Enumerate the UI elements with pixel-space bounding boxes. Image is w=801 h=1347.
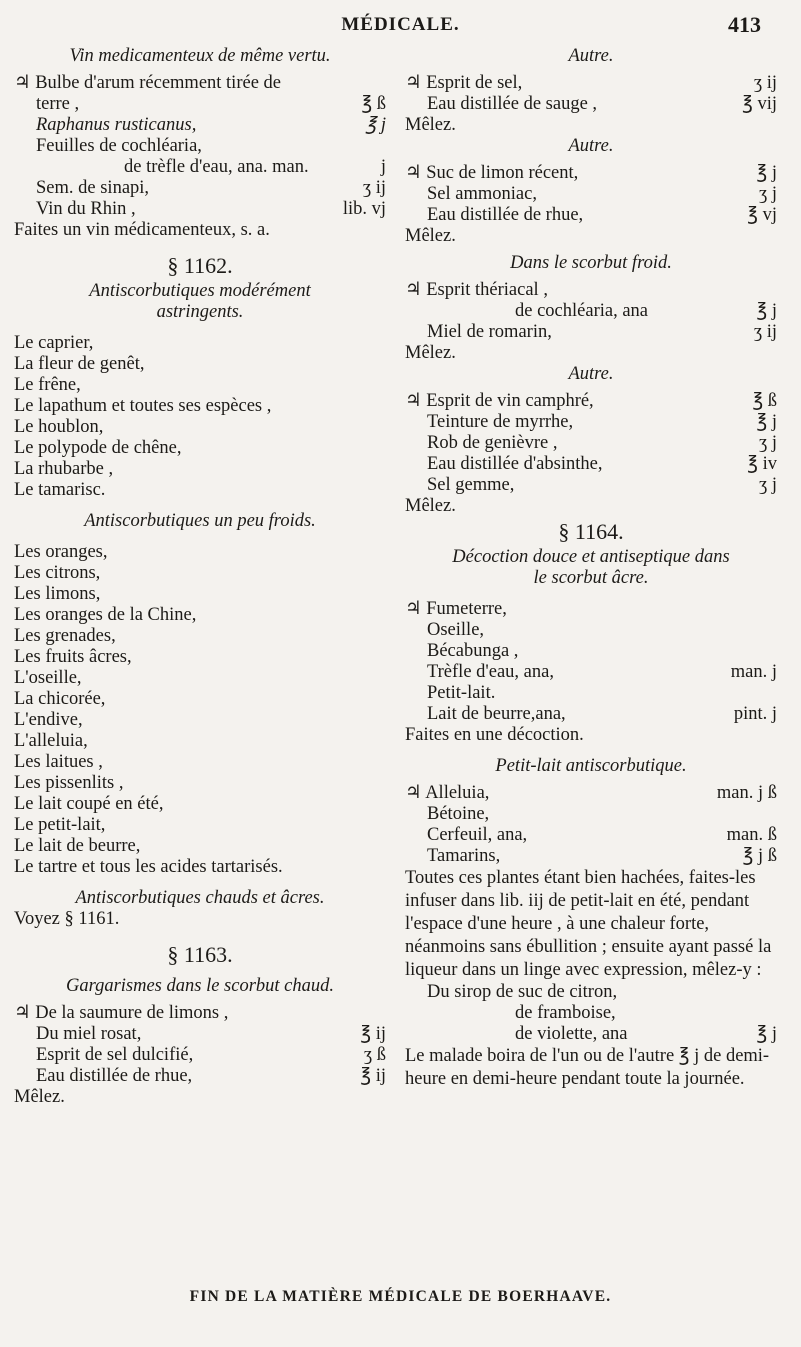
line-text: Les oranges,: [14, 542, 108, 562]
line-text: Le polypode de chêne,: [14, 438, 182, 458]
left-line: [14, 857, 386, 878]
dose-quantity: ʒ j: [759, 475, 777, 495]
left-line: [14, 333, 386, 354]
right-line: [405, 1045, 777, 1091]
left-line: [14, 480, 386, 501]
right-line: [405, 475, 777, 496]
line-text: Le lait de beurre,: [14, 836, 141, 856]
line-text: Le houblon,: [14, 417, 104, 437]
line-text: ♃ Esprit de vin camphré,: [405, 391, 594, 411]
left-line: [14, 396, 386, 417]
line-text: Esprit de sel dulcifié,: [36, 1045, 194, 1065]
line-text: § 1164.: [558, 519, 624, 544]
footer-note: FIN DE LA MATIÈRE MÉDICALE DE BOERHAAVE.: [189, 1288, 612, 1305]
dose-quantity: man. ß: [726, 825, 777, 845]
page-number: 413: [728, 12, 761, 37]
spacer: [14, 878, 386, 888]
line-text: Faites en une décoction.: [405, 725, 584, 745]
right-line: [405, 846, 777, 867]
left-line: [14, 1087, 386, 1108]
line-text: L'endive,: [14, 710, 83, 730]
line-text: Trèfle d'eau, ana,: [427, 662, 554, 682]
left-line: [14, 605, 386, 626]
line-text: Les grenades,: [14, 626, 116, 646]
right-line: [405, 205, 777, 226]
right-line: [405, 343, 777, 364]
line-text: ♃ De la saumure de limons ,: [14, 1003, 229, 1023]
line-text: Feuilles de cochléaria,: [36, 136, 202, 156]
right-line: [405, 1024, 777, 1045]
right-line: [405, 433, 777, 454]
line-text: Miel de romarin,: [427, 322, 552, 342]
right-line: [405, 322, 777, 343]
line-text: Eau distillée de rhue,: [427, 205, 584, 225]
left-line: [14, 94, 386, 115]
line-text: Toutes ces plantes étant bien hachées, faites-les infuser dans lib. iij de petit-lait en été, pendant l'espace d'une heure , à une chaleur forte, néanmoins sans ébullition ; ensuite ayant passé la liqueur dans un linge avec expression, mêlez-y :: [405, 868, 772, 980]
line-text: de cochléaria, ana: [515, 301, 649, 321]
dose-quantity: man. j ß: [716, 783, 777, 803]
left-line: [14, 752, 386, 773]
left-line: [14, 302, 386, 323]
left-line: [14, 584, 386, 605]
line-text: Le tamarisc.: [14, 480, 106, 500]
dose-quantity: ℥ j: [756, 163, 777, 183]
dose-quantity: ℥ j: [756, 1024, 777, 1044]
line-text: Les fruits âcres,: [14, 647, 132, 667]
left-line: [14, 909, 386, 930]
line-text: Petit-lait.: [427, 683, 496, 703]
line-text: Eau distillée de sauge ,: [427, 94, 598, 114]
line-text: ♃ Esprit thériacal ,: [405, 280, 548, 300]
line-text: Le lapathum et toutes ses espèces ,: [14, 396, 272, 416]
line-text: Eau distillée de rhue,: [36, 1066, 193, 1086]
dose-quantity: ℥ j: [756, 301, 777, 321]
right-line: [405, 391, 777, 412]
left-line: [14, 710, 386, 731]
line-text: Du miel rosat,: [36, 1024, 142, 1044]
left-line: [14, 375, 386, 396]
line-text: ♃ Fumeterre,: [405, 599, 507, 619]
spacer: [14, 501, 386, 511]
line-text: Voyez § 1161.: [14, 909, 120, 929]
left-line: [14, 459, 386, 480]
right-line: [405, 683, 777, 704]
left-line: [14, 940, 386, 970]
line-text: Le caprier,: [14, 333, 94, 353]
right-line: [405, 301, 777, 322]
right-line: [405, 568, 777, 589]
left-column: [14, 46, 386, 1108]
left-line: [14, 46, 386, 67]
spacer: [14, 323, 386, 333]
left-line: [14, 178, 386, 199]
line-text: Faites un vin médicamenteux, s. a.: [14, 220, 270, 240]
dose-quantity: ℥ j: [365, 115, 386, 135]
right-line: [405, 725, 777, 746]
line-text: Vin medicamenteux de même vertu.: [69, 46, 331, 66]
line-text: Mêlez.: [405, 496, 456, 516]
left-line: [14, 1045, 386, 1066]
dose-quantity: ℥ ij: [360, 1066, 386, 1086]
left-line: [14, 626, 386, 647]
line-text: Oseille,: [427, 620, 485, 640]
left-line: [14, 888, 386, 909]
line-text: Cerfeuil, ana,: [427, 825, 528, 845]
right-line: [405, 136, 777, 157]
line-text: Antiscorbutiques un peu froids.: [84, 511, 316, 531]
line-text: Le petit-lait,: [14, 815, 106, 835]
left-line: [14, 354, 386, 375]
line-text: Antiscorbutiques modérément: [89, 281, 311, 301]
line-text: ♃ Alleluia,: [405, 783, 490, 803]
line-text: Gargarismes dans le scorbut chaud.: [65, 976, 335, 996]
right-line: [405, 412, 777, 433]
line-text: Du sirop de suc de citron,: [427, 982, 618, 1002]
line-text: Bécabunga ,: [427, 641, 519, 661]
line-text: de trèfle d'eau, ana. man.: [124, 157, 309, 177]
left-line: [14, 794, 386, 815]
right-line: [405, 115, 777, 136]
dose-quantity: ℥ ß: [361, 94, 386, 114]
left-line: [14, 542, 386, 563]
dose-quantity: ʒ j: [759, 433, 777, 453]
spacer: [14, 241, 386, 251]
dose-quantity: ℥ j: [756, 412, 777, 432]
right-line: [405, 756, 777, 777]
line-text: La fleur de genêt,: [14, 354, 145, 374]
left-line: [14, 976, 386, 997]
line-text: § 1163.: [167, 942, 233, 967]
line-text: La rhubarbe ,: [14, 459, 114, 479]
dose-quantity: ℥ j ß: [742, 846, 777, 866]
page-header: [0, 12, 801, 42]
line-text: Autre.: [568, 136, 614, 156]
line-text: Eau distillée d'absinthe,: [427, 454, 603, 474]
right-line: [405, 253, 777, 274]
line-text: Mêlez.: [14, 1087, 65, 1107]
spacer: [14, 532, 386, 542]
dose-quantity: ʒ ij: [753, 73, 777, 93]
line-text: Raphanus rusticanus,: [36, 115, 197, 135]
running-title: MÉDICALE.: [341, 14, 460, 35]
line-text: Les pissenlits ,: [14, 773, 124, 793]
right-line: [405, 599, 777, 620]
line-text: Tamarins,: [427, 846, 501, 866]
dose-quantity: ʒ j: [759, 184, 777, 204]
dose-quantity: j: [380, 157, 386, 177]
dose-quantity: man. j: [730, 662, 777, 682]
left-line: [14, 815, 386, 836]
line-text: Les laitues ,: [14, 752, 103, 772]
right-line: [405, 364, 777, 385]
line-text: terre ,: [36, 94, 80, 114]
line-text: le scorbut âcre.: [533, 568, 649, 588]
right-line: [405, 163, 777, 184]
left-line: [14, 157, 386, 178]
left-line: [14, 251, 386, 281]
line-text: Lait de beurre,ana,: [427, 704, 566, 724]
dose-quantity: ʒ ij: [753, 322, 777, 342]
line-text: Sel gemme,: [427, 475, 515, 495]
line-text: Mêlez.: [405, 343, 456, 363]
dose-quantity: ʒ ij: [362, 178, 386, 198]
dose-quantity: ℥ ß: [752, 391, 777, 411]
left-line: [14, 73, 386, 94]
line-text: Mêlez.: [405, 226, 456, 246]
right-line: [405, 496, 777, 517]
dose-quantity: pint. j: [733, 704, 777, 724]
line-text: Autre.: [568, 364, 614, 384]
right-line: [405, 184, 777, 205]
right-line: [405, 94, 777, 115]
spacer: [405, 746, 777, 756]
right-column: [405, 46, 777, 1091]
line-text: Mêlez.: [405, 115, 456, 135]
right-line: [405, 704, 777, 725]
spacer: [14, 930, 386, 940]
left-line: [14, 136, 386, 157]
line-text: Rob de genièvre ,: [427, 433, 558, 453]
line-text: ♃ Suc de limon récent,: [405, 163, 579, 183]
right-line: [405, 46, 777, 67]
line-text: Les oranges de la Chine,: [14, 605, 197, 625]
line-text: Petit-lait antiscorbutique.: [495, 756, 687, 776]
right-line: [405, 454, 777, 475]
left-line: [14, 1066, 386, 1087]
line-text: astringents.: [156, 302, 244, 322]
right-line: [405, 825, 777, 846]
left-line: [14, 115, 386, 136]
left-line: [14, 773, 386, 794]
right-line: [405, 867, 777, 982]
right-line: [405, 226, 777, 247]
left-line: [14, 836, 386, 857]
left-line: [14, 511, 386, 532]
left-line: [14, 1003, 386, 1024]
line-text: Le malade boira de l'un ou de l'autre ℥ j de demi-heure en demi-heure pendant toute la journée.: [405, 1046, 770, 1089]
spacer: [405, 589, 777, 599]
left-line: [14, 438, 386, 459]
line-text: Le lait coupé en été,: [14, 794, 164, 814]
line-text: La chicorée,: [14, 689, 106, 709]
left-line: [14, 199, 386, 220]
line-text: Sem. de sinapi,: [36, 178, 150, 198]
right-line: [405, 783, 777, 804]
line-text: L'oseille,: [14, 668, 82, 688]
right-line: [405, 517, 777, 547]
left-line: [14, 220, 386, 241]
line-text: de violette, ana: [515, 1024, 628, 1044]
line-text: ♃ Bulbe d'arum récemment tirée de: [14, 73, 281, 93]
left-line: [14, 647, 386, 668]
right-line: [405, 620, 777, 641]
left-line: [14, 731, 386, 752]
right-line: [405, 804, 777, 825]
line-text: Antiscorbutiques chauds et âcres.: [75, 888, 325, 908]
right-line: [405, 280, 777, 301]
right-line: [405, 662, 777, 683]
line-text: § 1162.: [167, 253, 233, 278]
dose-quantity: ℥ vij: [742, 94, 777, 114]
line-text: Le frêne,: [14, 375, 81, 395]
line-text: Bétoine,: [427, 804, 490, 824]
left-line: [14, 668, 386, 689]
left-line: [14, 417, 386, 438]
line-text: Vin du Rhin ,: [36, 199, 136, 219]
line-text: Dans le scorbut froid.: [510, 253, 672, 273]
dose-quantity: ℥ ij: [360, 1024, 386, 1044]
line-text: Les citrons,: [14, 563, 101, 583]
line-text: de framboise,: [515, 1003, 616, 1023]
left-line: [14, 563, 386, 584]
dose-quantity: ℥ vj: [747, 205, 777, 225]
left-line: [14, 281, 386, 302]
line-text: Décoction douce et antiseptique dans: [452, 547, 730, 567]
dose-quantity: ℥ iv: [747, 454, 777, 474]
right-line: [405, 641, 777, 662]
line-text: L'alleluia,: [14, 731, 88, 751]
right-line: [405, 1003, 777, 1024]
right-line: [405, 982, 777, 1003]
left-line: [14, 1024, 386, 1045]
dose-quantity: lib. vj: [342, 199, 386, 219]
right-line: [405, 547, 777, 568]
line-text: Les limons,: [14, 584, 101, 604]
line-text: Teinture de myrrhe,: [427, 412, 574, 432]
line-text: ♃ Esprit de sel,: [405, 73, 523, 93]
right-line: [405, 73, 777, 94]
line-text: Le tartre et tous les acides tartarisés.: [14, 857, 283, 877]
line-text: Sel ammoniac,: [427, 184, 537, 204]
line-text: Autre.: [568, 46, 614, 66]
left-line: [14, 689, 386, 710]
dose-quantity: ʒ ß: [363, 1045, 386, 1065]
